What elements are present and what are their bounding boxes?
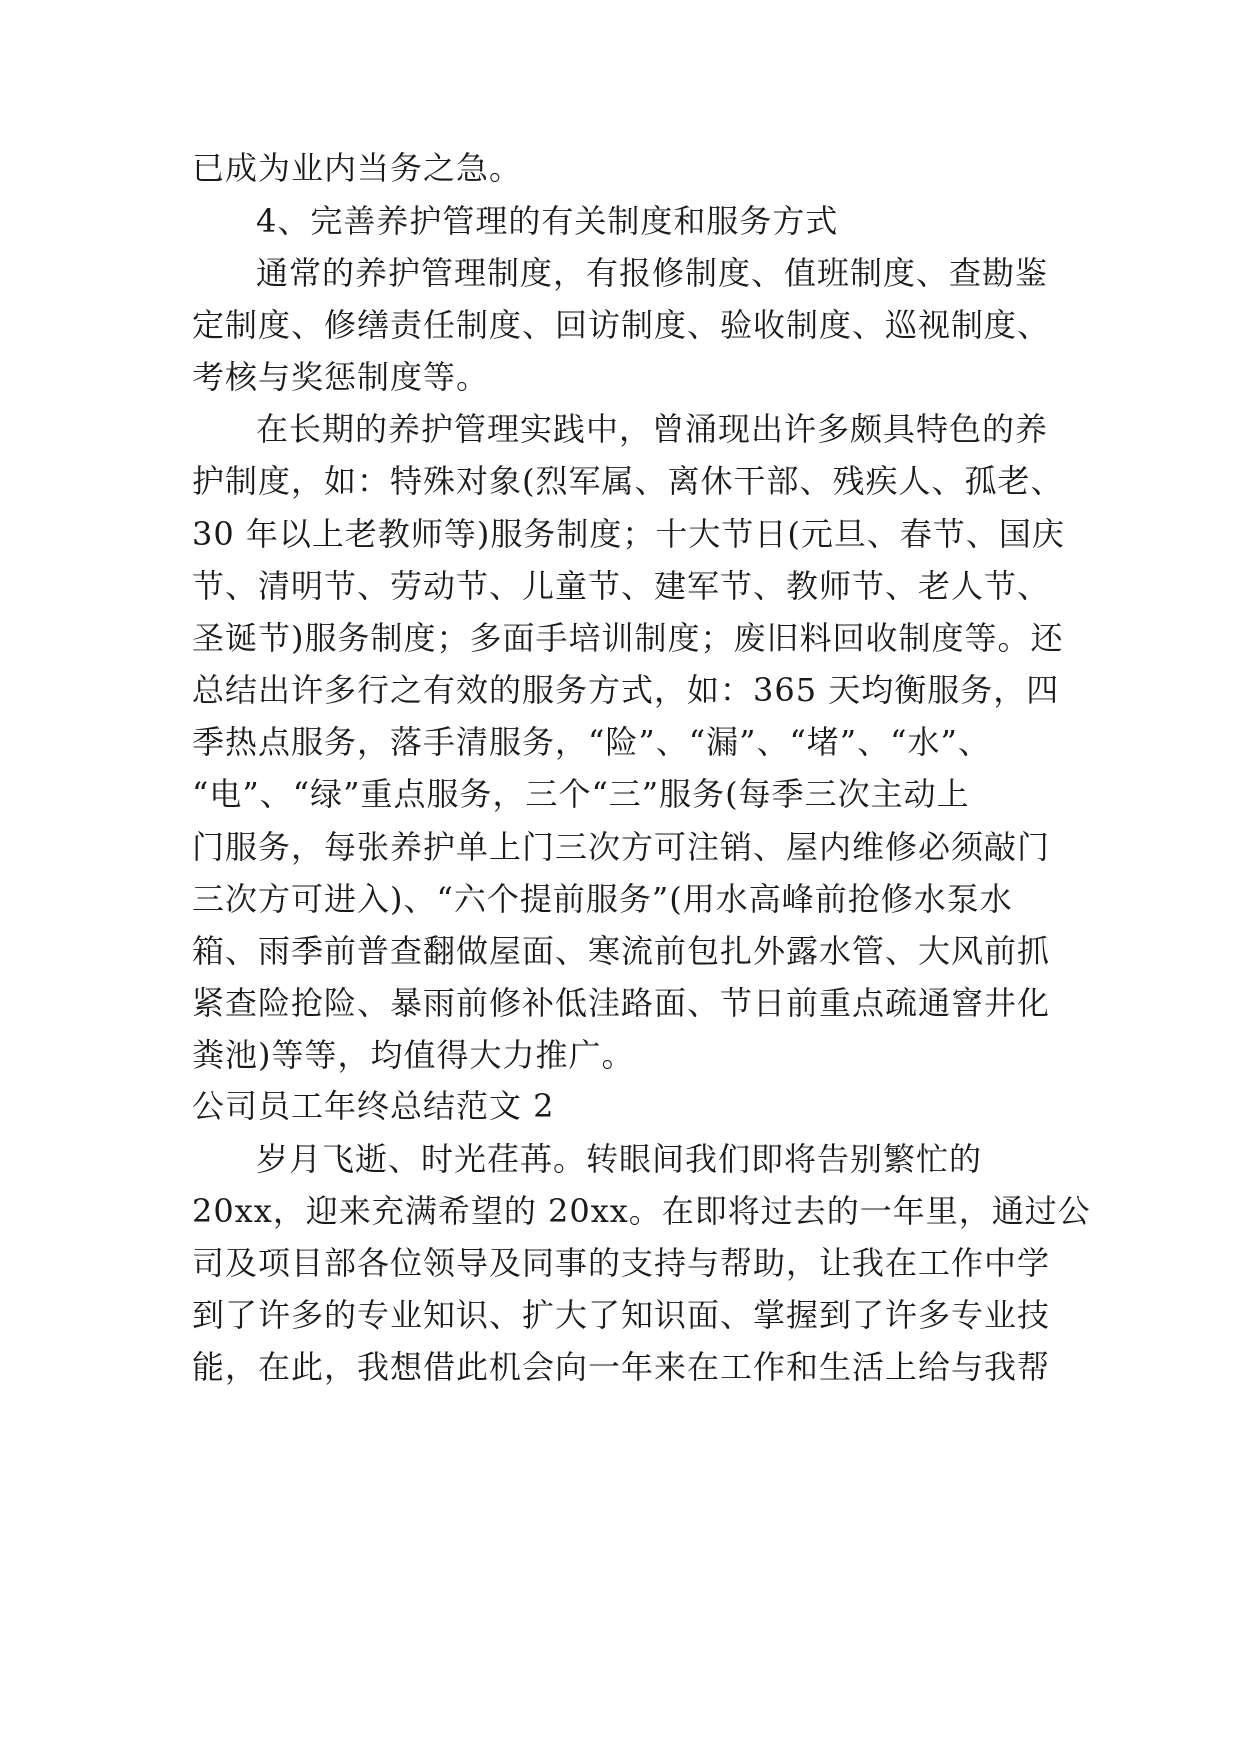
text-line: 粪池)等等，均值得大力推广。: [192, 1036, 635, 1074]
text-line: 考核与奖惩制度等。: [192, 358, 490, 396]
text-line: 节、清明节、劳动节、儿童节、建军节、教师节、老人节、: [192, 567, 1051, 605]
text-line: 定制度、修缮责任制度、回访制度、验收制度、巡视制度、: [192, 306, 1051, 344]
text-line: 三次方可进入)、“六个提前服务”(用水高峰前抢修水泵水: [192, 880, 1013, 918]
text-line: 圣诞节)服务制度；多面手培训制度；废旧料回收制度等。还: [192, 619, 1064, 657]
section-heading: 4、完善养护管理的有关制度和服务方式: [256, 202, 839, 240]
text-line: 紧查险抢险、暴雨前修补低洼路面、节日前重点疏通窨井化: [192, 984, 1051, 1022]
section-title: 公司员工年终总结范文 2: [192, 1087, 555, 1125]
text-line: 能，在此，我想借此机会向一年来在工作和生活上给与我帮: [192, 1348, 1051, 1386]
text-line: 季热点服务，落手清服务，“险”、“漏”、“堵”、“水”、: [192, 723, 991, 761]
text-line: 岁月飞逝、时光荏苒。转眼间我们即将告别繁忙的: [256, 1140, 983, 1178]
text-line: 20xx，迎来充满希望的 20xx。在即将过去的一年里，通过公: [192, 1192, 1091, 1230]
text-line: 到了许多的专业知识、扩大了知识面、掌握到了许多专业技: [192, 1296, 1051, 1334]
text-line: 在长期的养护管理实践中，曾涌现出许多颇具特色的养: [256, 410, 1049, 448]
text-line: 门服务，每张养护单上门三次方可注销、屋内维修必须敲门: [192, 828, 1051, 866]
text-line: 已成为业内当务之急。: [192, 149, 523, 187]
text-line: 箱、雨季前普查翻做屋面、寒流前包扎外露水管、大风前抓: [192, 932, 1051, 970]
text-line: 通常的养护管理制度，有报修制度、值班制度、查勘鉴: [256, 254, 1049, 292]
text-line: “电”、“绿”重点服务，三个“三”服务(每季三次主动上: [192, 775, 970, 813]
text-line: 总结出许多行之有效的服务方式，如：365 天均衡服务，四: [192, 671, 1060, 709]
text-line: 护制度，如：特殊对象(烈军属、离休干部、残疾人、孤老、: [192, 462, 1064, 500]
text-line: 30 年以上老教师等)服务制度；十大节日(元旦、春节、国庆: [192, 515, 1065, 553]
text-line: 司及项目部各位领导及同事的支持与帮助，让我在工作中学: [192, 1244, 1051, 1282]
